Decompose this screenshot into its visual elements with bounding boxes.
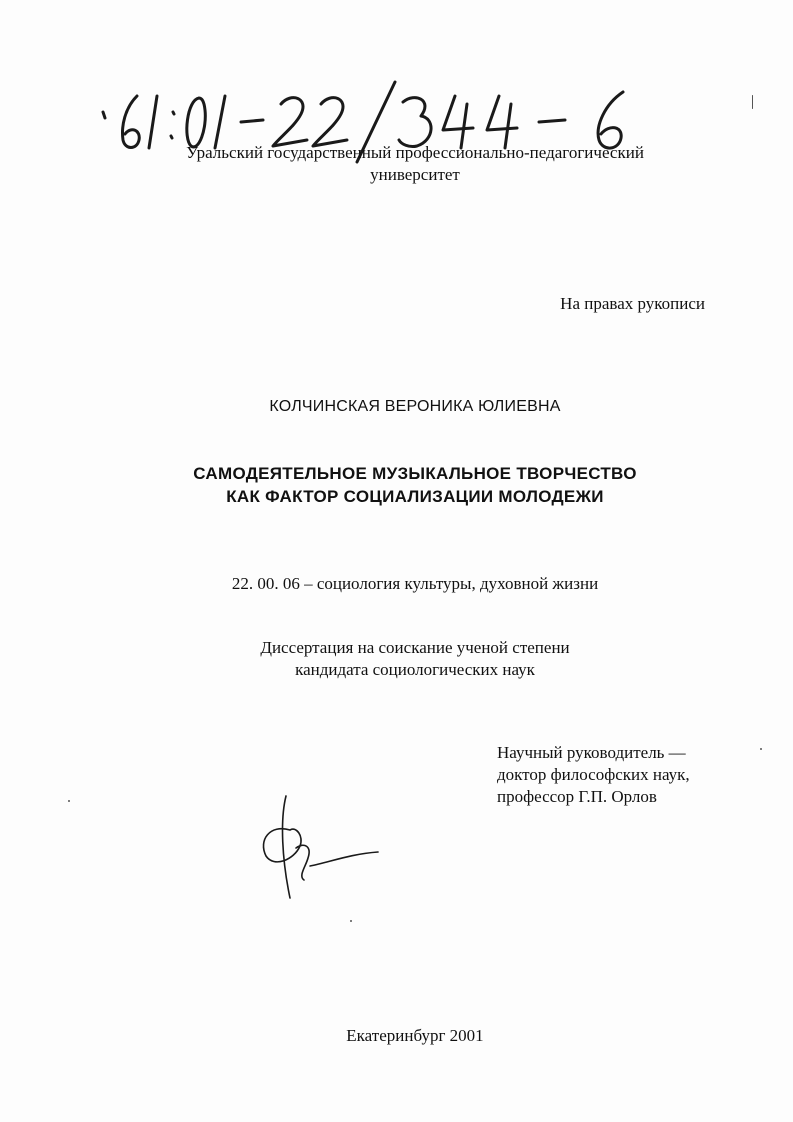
university-name xyxy=(120,142,710,186)
degree-statement xyxy=(110,637,720,681)
degree-line-2: кандидата социологических наук xyxy=(295,660,535,679)
university-line-2: университет xyxy=(370,165,460,184)
scan-speck xyxy=(760,748,762,750)
degree-line-1: Диссертация на соискание ученой степени xyxy=(260,638,570,657)
supervisor-line-2: доктор философских наук, xyxy=(497,765,690,784)
specialty-code: 22. 00. 06 – социология культуры, духовной жизни xyxy=(231,574,599,593)
city-year: Екатеринбург 2001 xyxy=(346,1026,484,1045)
supervisor-line-1: Научный руководитель — xyxy=(497,743,686,762)
scan-speck xyxy=(68,800,70,802)
author-name: КОЛЧИНСКАЯ ВЕРОНИКА ЮЛИЕВНА xyxy=(269,398,561,415)
dissertation-title xyxy=(100,462,730,508)
title-line-2: КАК ФАКТОР СОЦИАЛИЗАЦИИ МОЛОДЕЖИ xyxy=(226,487,604,506)
supervisor-line-3: профессор Г.П. Орлов xyxy=(497,787,657,806)
scan-speck xyxy=(752,95,753,109)
manuscript-rights: На правах рукописи xyxy=(560,294,705,313)
supervisor-block xyxy=(497,742,757,808)
handwritten-signature xyxy=(250,790,390,910)
scan-speck xyxy=(350,920,352,922)
university-line-1: Уральский государственный профессионально-педагогический xyxy=(186,143,644,162)
title-line-1: САМОДЕЯТЕЛЬНОЕ МУЗЫКАЛЬНОЕ ТВОРЧЕСТВО xyxy=(193,464,637,483)
